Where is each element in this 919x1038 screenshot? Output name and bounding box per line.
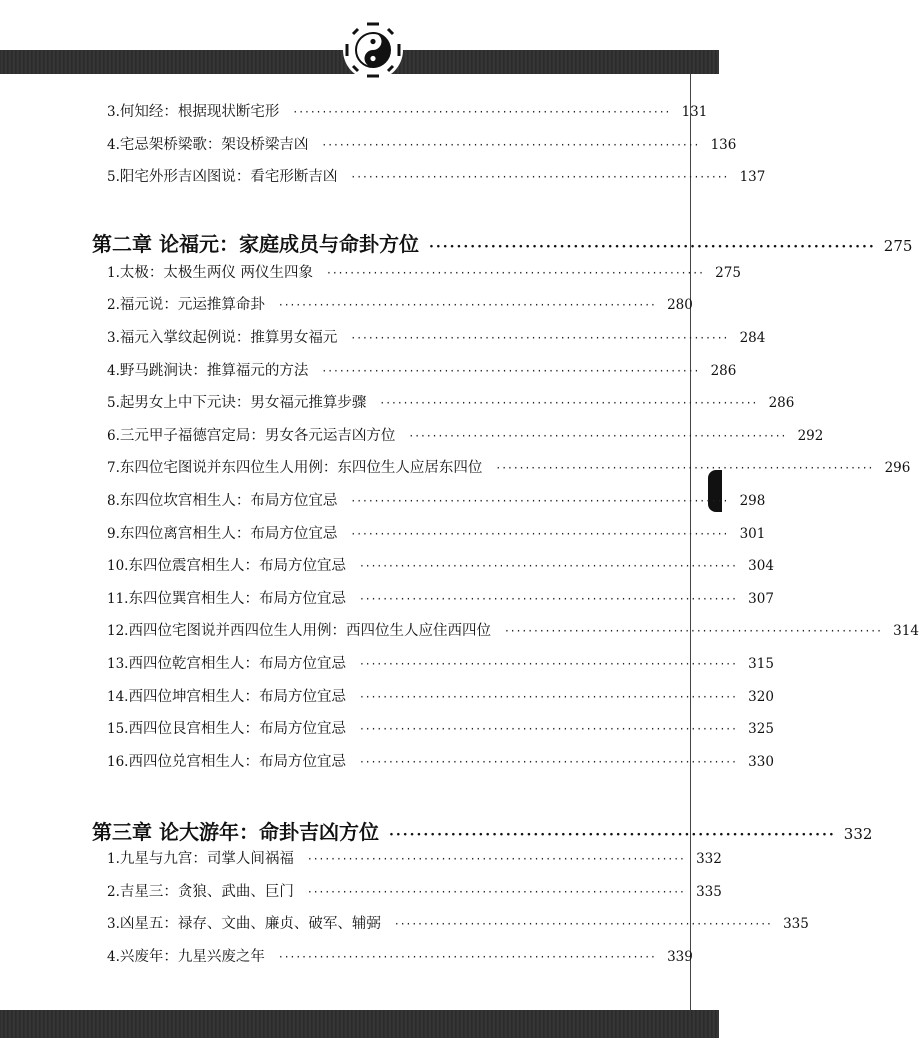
toc-entry [107,424,824,457]
entry-page: 275 [715,264,741,281]
entry-number: 10. [107,558,129,575]
dot-leader: ································································· [278,950,657,965]
entry-page: 335 [696,883,722,900]
toc-entry [107,847,722,880]
entry-title: 太极：太极生两仪 两仪生四象 [119,264,313,281]
dot-leader: ································································· [359,559,738,574]
entry-number: 6. [107,427,120,444]
entry-number: 3. [107,916,120,933]
dot-leader: ································································· [380,396,759,411]
dot-leader: ································································· [388,827,836,844]
chapter-page: 332 [843,825,873,844]
entry-number: 13. [107,655,129,672]
entry-title: 东四位宅图说并东四位生人用例：东四位生人应居东四位 [119,460,483,477]
entry-title: 东四位震宫相生人：布局方位宜忌 [128,558,346,575]
entry-title: 兴废年：九星兴废之年 [119,949,265,966]
toc-entry [107,750,774,783]
entry-title: 九星与九宫：司掌人间祸福 [119,851,294,868]
entry-page: 137 [739,169,766,186]
chapter-heading-2 [92,228,913,257]
entry-number: 9. [107,525,120,542]
entry-page: 301 [739,525,766,542]
entry-page: 330 [748,753,774,770]
entry-title: 东四位巽宫相生人：布局方位宜忌 [128,590,346,607]
entry-number: 7. [107,460,120,477]
chapter-title: 第二章 论福元：家庭成员与命卦方位 [92,231,419,256]
entry-page: 307 [748,590,774,607]
entry-page: 292 [797,427,824,444]
entry-page: 298 [739,492,766,509]
entry-page: 332 [696,851,722,868]
dot-leader: ································································· [409,428,788,443]
toc-entry [107,717,774,750]
entry-number: 1. [107,264,120,281]
dot-leader: ································································· [351,170,730,185]
toc-entry [107,100,708,133]
dot-leader: ································································· [322,137,701,152]
entry-number: 5. [107,395,120,412]
toc-entry [107,326,766,359]
entry-number: 12. [107,623,129,640]
entry-title: 东四位离宫相生人：布局方位宜忌 [119,525,338,542]
bagua-yin-yang-icon [341,18,405,82]
dot-leader: ································································· [351,493,730,508]
entry-page: 296 [884,460,911,477]
dot-leader: ································································· [307,852,686,867]
entry-title: 起男女上中下元诀：男女福元推算步骤 [119,395,367,412]
entry-title: 阳宅外形吉凶图说：看宅形断吉凶 [119,169,338,186]
entry-page: 280 [667,297,693,314]
entry-number: 16. [107,753,129,770]
dot-leader: ································································· [278,298,657,313]
right-frame-line [690,74,691,1010]
entry-number: 4. [107,362,120,379]
entry-page: 335 [783,916,809,933]
toc-entry [107,912,809,945]
toc-entry [107,359,737,392]
toc-entry [107,945,693,978]
toc-entry [107,293,693,326]
entry-page: 339 [667,949,693,966]
entry-title: 何知经：根据现状断宅形 [119,104,280,120]
entry-number: 4. [107,949,120,966]
dot-leader: ································································· [496,461,875,476]
dot-leader: ································································· [359,754,738,769]
entry-title: 西四位艮宫相生人：布局方位宜忌 [128,721,346,738]
toc-entry [107,456,911,489]
dot-leader: ································································· [359,656,738,671]
dot-leader: ································································· [428,238,876,255]
entry-title: 东四位坎宫相生人：布局方位宜忌 [119,492,338,509]
entry-page: 325 [748,721,774,738]
dot-leader: ································································· [394,917,773,932]
chapter-title: 第三章 论大游年：命卦吉凶方位 [92,820,379,845]
toc-entry [107,165,766,198]
entry-number: 3. [107,329,120,346]
dot-leader: ································································· [293,105,672,119]
entry-page: 315 [748,655,774,672]
dot-leader: ································································· [322,363,701,378]
entry-title: 三元甲子福德宫定局：男女各元运吉凶方位 [119,427,396,444]
dot-leader: ································································· [504,624,883,639]
entry-number: 2. [107,297,120,314]
entry-title: 福元说：元运推算命卦 [119,297,265,314]
entry-page: 136 [710,136,737,153]
dot-leader: ································································· [307,884,686,899]
entry-page: 284 [739,329,766,346]
toc-entry [107,880,722,913]
entry-page: 286 [768,395,795,412]
entry-number: 11. [107,590,129,607]
entry-title: 野马跳涧诀：推算福元的方法 [119,362,309,379]
toc-entry [107,554,774,587]
toc-entry [107,391,795,424]
table-of-contents [92,100,919,978]
entry-page: 131 [681,104,708,120]
bottom-decorative-band [0,1010,719,1038]
entry-number: 2. [107,883,120,900]
entry-title: 西四位兑宫相生人：布局方位宜忌 [128,753,346,770]
entry-number: 15. [107,721,129,738]
entry-page: 286 [710,362,737,379]
entry-number: 3. [107,104,120,120]
entry-page: 304 [748,558,774,575]
toc-entry [107,619,919,652]
chapter-page: 275 [883,236,913,255]
toc-entry [107,522,766,555]
entry-page: 320 [748,688,774,705]
dot-leader: ································································· [359,591,738,606]
entry-number: 8. [107,492,120,509]
toc-entry [107,652,774,685]
dot-leader: ································································· [351,330,730,345]
entry-title: 福元入掌纹起例说：推算男女福元 [119,329,338,346]
toc-entry [107,133,737,166]
entry-number: 1. [107,851,120,868]
entry-title: 宅忌架桥梁歌：架设桥梁吉凶 [119,136,309,153]
entry-page: 314 [893,623,919,640]
entry-title: 凶星五：禄存、文曲、廉贞、破军、辅弼 [119,916,381,933]
toc-entry [107,261,741,294]
entry-title: 西四位乾宫相生人：布局方位宜忌 [128,655,346,672]
dot-leader: ································································· [327,265,705,280]
entry-number: 4. [107,136,120,153]
entry-number: 5. [107,169,120,186]
dot-leader: ································································· [359,722,738,737]
dot-leader: ································································· [351,526,730,541]
entry-title: 吉星三：贪狼、武曲、巨门 [119,883,294,900]
toc-entry [107,489,766,522]
toc-entry [107,685,774,718]
chapter-heading-3 [92,816,873,845]
entry-title: 西四位坤宫相生人：布局方位宜忌 [128,688,346,705]
entry-number: 14. [107,688,129,705]
dot-leader: ································································· [359,689,738,704]
toc-entry [107,587,774,620]
entry-title: 西四位宅图说并西四位生人用例：西四位生人应住西四位 [128,623,491,640]
